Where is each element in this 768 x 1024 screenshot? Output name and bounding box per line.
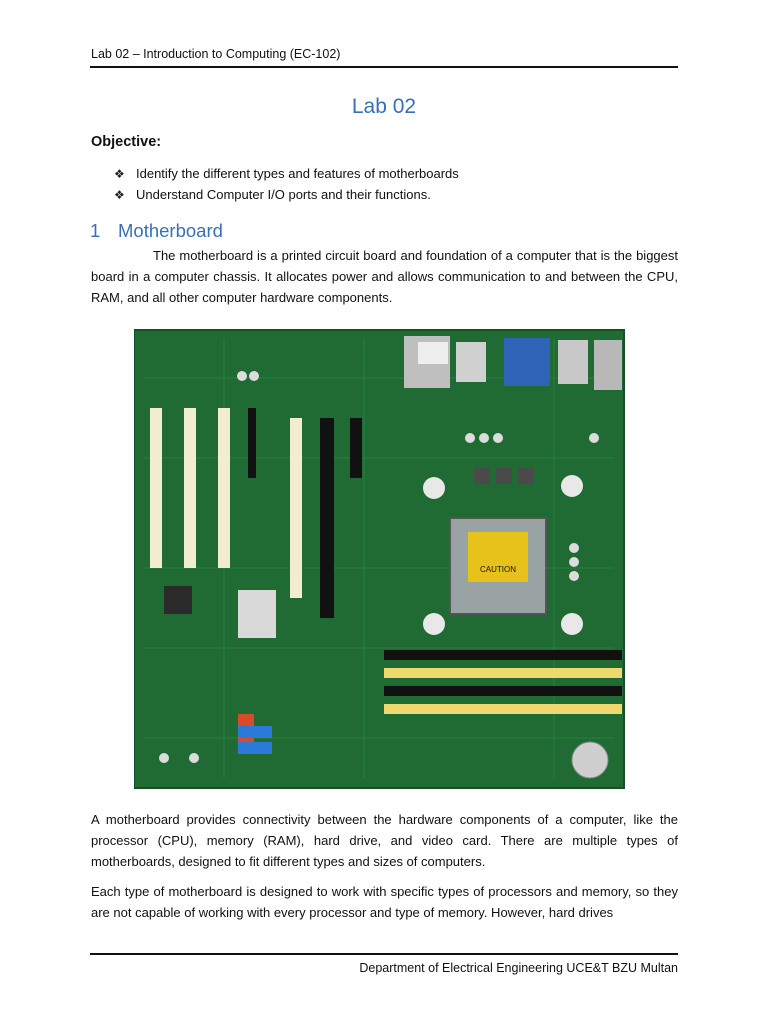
- ram-slot: [384, 704, 622, 714]
- heatsink: [238, 590, 276, 638]
- paragraph-connectivity: A motherboard provides connectivity between the hardware components of a computer, like the processor (CPU), memory (RAM), hard drive, and video card. There are multiple types of motherboards, designed to fit different types and sizes of computers.: [91, 812, 678, 869]
- objective-list: [114, 163, 459, 205]
- header-pins: [248, 408, 256, 478]
- pci-slot: [218, 408, 230, 568]
- sata-port: [238, 726, 272, 738]
- mount-hole: [561, 475, 583, 497]
- page-footer: Department of Electrical Engineering UCE&T BZU Multan: [359, 961, 678, 975]
- pcie-x1-slot: [350, 418, 362, 478]
- ram-slot: [384, 668, 622, 678]
- label-sticker: [418, 342, 448, 364]
- io-port: [558, 340, 588, 384]
- objective-item: [114, 184, 459, 205]
- cmos-battery: [572, 742, 608, 778]
- header-rule: [90, 66, 678, 68]
- sata-port: [238, 742, 272, 754]
- ram-slot: [384, 686, 622, 696]
- section-number: 1: [90, 220, 101, 241]
- objective-heading: Objective:: [91, 134, 162, 150]
- objective-item: [114, 163, 459, 184]
- objective-item-text: Understand Computer I/O ports and their functions.: [136, 187, 431, 202]
- section-title: Motherboard: [118, 220, 223, 241]
- paragraph-compatibility: Each type of motherboard is designed to work with specific types of processors and memory, so they are not capable of working with every processor and type of memory. However, hard drives: [91, 884, 678, 920]
- diamond-bullet-icon: ❖: [114, 166, 125, 181]
- lab-title: Lab 02: [351, 95, 417, 118]
- footer-rule: [90, 953, 678, 955]
- mount-hole: [423, 477, 445, 499]
- ram-slot: [384, 650, 622, 660]
- page-header: Lab 02 – Introduction to Computing (EC-102): [91, 47, 341, 61]
- pcb-board: [134, 330, 624, 788]
- section-heading: [90, 220, 223, 242]
- motherboard-image: [134, 318, 634, 790]
- io-port: [594, 340, 622, 390]
- io-port: [456, 342, 486, 382]
- pci-slot: [290, 418, 302, 598]
- mount-hole: [561, 613, 583, 635]
- diamond-bullet-icon: ❖: [114, 187, 125, 202]
- objective-item-text: Identify the different types and features of motherboards: [136, 166, 459, 181]
- paragraph-intro: The motherboard is a printed circuit board and foundation of a computer that is the biggest board in a computer chassis. It allocates power and allows communication to and between the CPU, RAM, and all other computer hardware components.: [91, 248, 678, 305]
- vrm-chokes: [474, 468, 534, 484]
- mount-hole: [423, 613, 445, 635]
- socket-cover: [468, 532, 528, 582]
- pci-slot: [150, 408, 162, 568]
- pcie-x16-slot: [320, 418, 334, 618]
- chip: [164, 586, 192, 614]
- pci-slot: [184, 408, 196, 568]
- vga-port: [504, 338, 550, 386]
- caution-text: CAUTION: [480, 565, 516, 574]
